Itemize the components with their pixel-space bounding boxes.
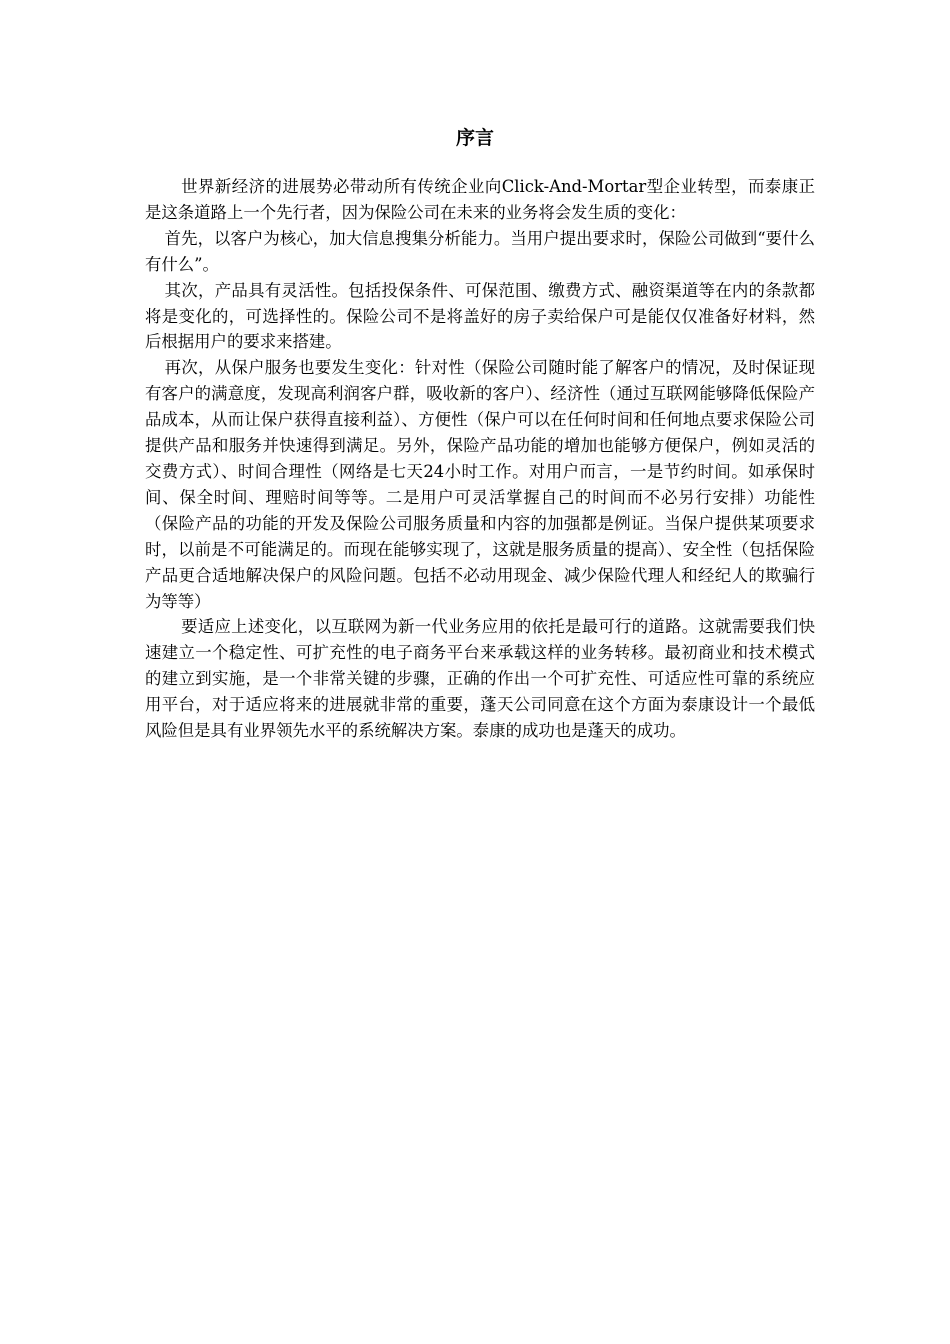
- paragraph-third-point: 再次，从保户服务也要发生变化：针对性（保险公司随时能了解客户的情况，及时保证现有客户的满意度，发现高利润客户群，吸收新的客户）、经济性（通过互联网能够降低保险产品成本，从而让保户获得直接利益）、方便性（保户可以在任何时间和任何地点要求保险公司提供产品和服务并快速得到满足。另外，保险产品功能的增加也能够方便保户，例如灵活的交费方式）、时间合理性（网络是七天24小时工作。对用户而言，一是节约时间。如承保时间、保全时间、理赔时间等等。二是用户可灵活掌握自己的时间而不必另行安排）功能性（保险产品的功能的开发及保险公司服务质量和内容的加强都是例证。当保户提供某项要求时，以前是不可能满足的。而现在能够实现了，这就是服务质量的提高）、安全性（包括保险产品更合适地解决保户的风险问题。包括不必动用现金、减少保险代理人和经纪人的欺骗行为等等）: [145, 358, 815, 611]
- paragraph-first-point: 首先，以客户为核心，加大信息搜集分析能力。当用户提出要求时，保险公司做到“要什么有什么”。: [145, 228, 815, 274]
- paragraph-intro: 世界新经济的进展势必带动所有传统企业向Click-And-Mortar型企业转型，而泰康正是这条道路上一个先行者，因为保险公司在未来的业务将会发生质的变化：: [145, 177, 815, 222]
- paragraph-conclusion: 要适应上述变化，以互联网为新一代业务应用的依托是最可行的道路。这就需要我们快速建立一个稳定性、可扩充性的电子商务平台来承载这样的业务转移。最初商业和技术模式的建立到实施，是一个非常关键的步骤，正确的作出一个可扩充性、可适应性可靠的系统应用平台，对于适应将来的进展就非常的重要，蓬天公司同意在这个方面为泰康设计一个最低风险但是具有业界领先水平的系统解决方案。泰康的成功也是蓬天的成功。: [145, 617, 815, 741]
- paragraph-second-point: 其次，产品具有灵活性。包括投保条件、可保范围、缴费方式、融资渠道等在内的条款都将是变化的，可选择性的。保险公司不是将盖好的房子卖给保户可是能仅仅准备好材料，然后根据用户的要求来搭建。: [145, 280, 815, 352]
- document-body: [145, 174, 815, 744]
- page-title: 序言: [455, 127, 494, 149]
